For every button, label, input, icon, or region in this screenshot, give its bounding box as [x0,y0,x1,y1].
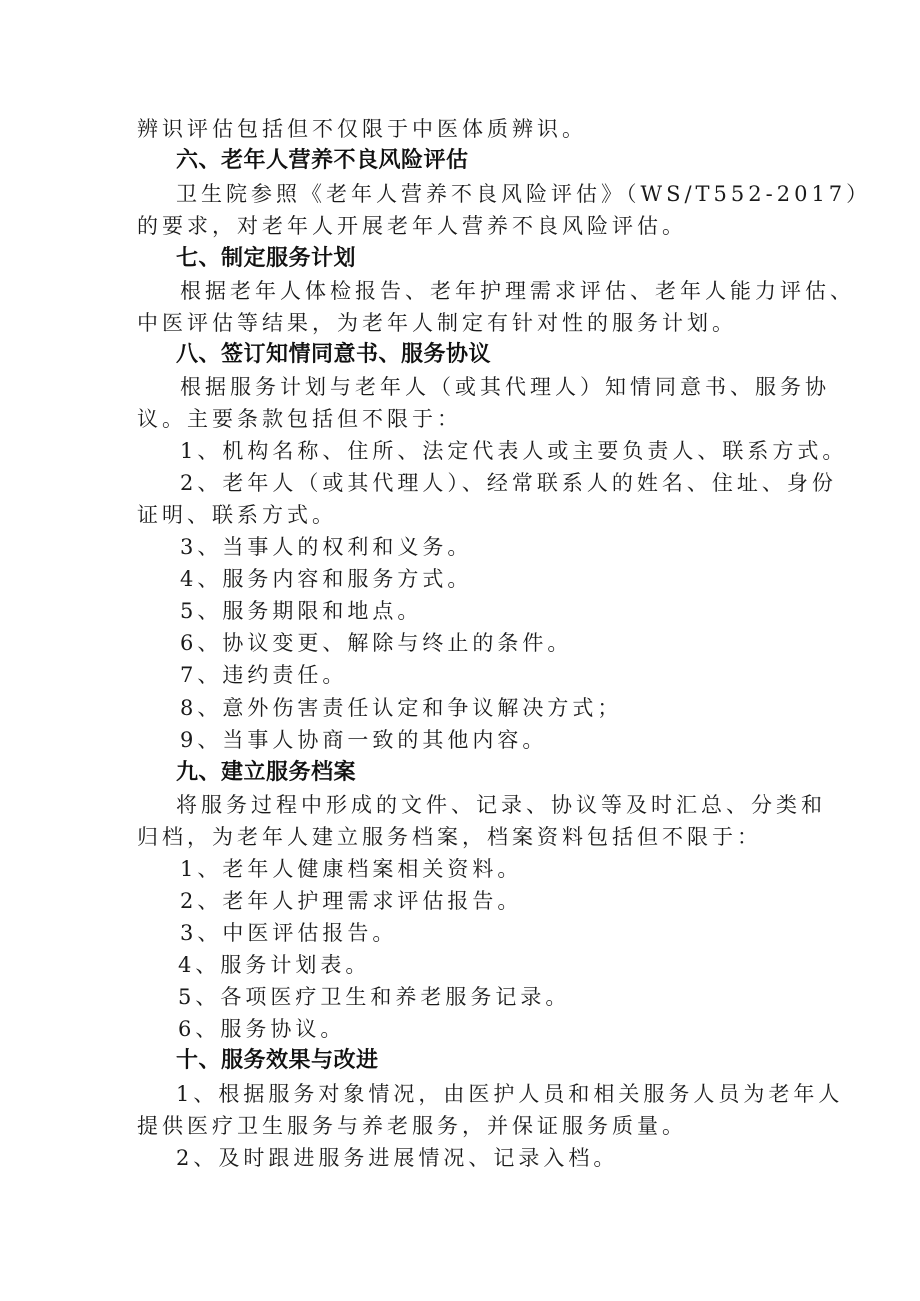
paragraph-line: 中医评估等结果，为老年人制定有针对性的服务计划。 [137,311,737,335]
list-item: 8、意外伤害责任认定和争议解决方式； [180,696,623,720]
list-item: 1、根据服务对象情况，由医护人员和相关服务人员为老年人 [176,1082,844,1106]
section-heading-10: 十、服务效果与改进 [176,1048,379,1073]
list-item: 7、违约责任。 [180,663,348,687]
list-item: 6、服务协议。 [178,1017,346,1041]
paragraph-line: 根据老年人体检报告、老年护理需求评估、老年人能力评估、 [180,279,855,303]
paragraph-line: 卫生院参照《老年人营养不良风险评估》（WS/T552-2017） [176,182,872,206]
section-heading-9: 九、建立服务档案 [176,760,357,785]
list-item: 6、协议变更、解除与终止的条件。 [180,631,573,655]
list-item: 3、当事人的权利和义务。 [180,535,473,559]
list-item: 1、机构名称、住所、法定代表人或主要负责人、联系方式。 [180,439,848,463]
list-item: 9、当事人协商一致的其他内容。 [180,728,548,752]
paragraph-line: 根据服务计划与老年人（或其代理人）知情同意书、服务协 [180,375,830,399]
paragraph-line: 议。主要条款包括但不限于： [137,407,462,431]
list-item: 3、中医评估报告。 [180,921,398,945]
list-item-continuation: 证明、联系方式。 [137,503,337,527]
section-heading-7: 七、制定服务计划 [176,246,357,271]
paragraph-line: 归档，为老年人建立服务档案，档案资料包括但不限于： [137,825,762,849]
list-item: 1、老年人健康档案相关资料。 [180,857,523,881]
list-item: 4、服务计划表。 [178,953,371,977]
paragraph-line: 的要求，对老年人开展老年人营养不良风险评估。 [137,214,687,238]
list-item: 2、老年人（或其代理人）、经常联系人的姓名、住址、身份 [180,471,837,495]
section-heading-8: 八、签订知情同意书、服务协议 [176,342,492,367]
list-item: 4、服务内容和服务方式。 [180,567,473,591]
list-item: 5、服务期限和地点。 [180,599,423,623]
paragraph-line: 将服务过程中形成的文件、记录、协议等及时汇总、分类和 [176,793,826,817]
section-heading-6: 六、老年人营养不良风险评估 [176,148,469,173]
list-item: 2、及时跟进服务进展情况、记录入档。 [176,1146,619,1170]
list-item-continuation: 提供医疗卫生服务与养老服务，并保证服务质量。 [137,1114,687,1138]
list-item: 2、老年人护理需求评估报告。 [180,889,523,913]
paragraph-line: 辨识评估包括但不仅限于中医体质辨识。 [137,117,587,141]
list-item: 5、各项医疗卫生和养老服务记录。 [178,985,571,1009]
